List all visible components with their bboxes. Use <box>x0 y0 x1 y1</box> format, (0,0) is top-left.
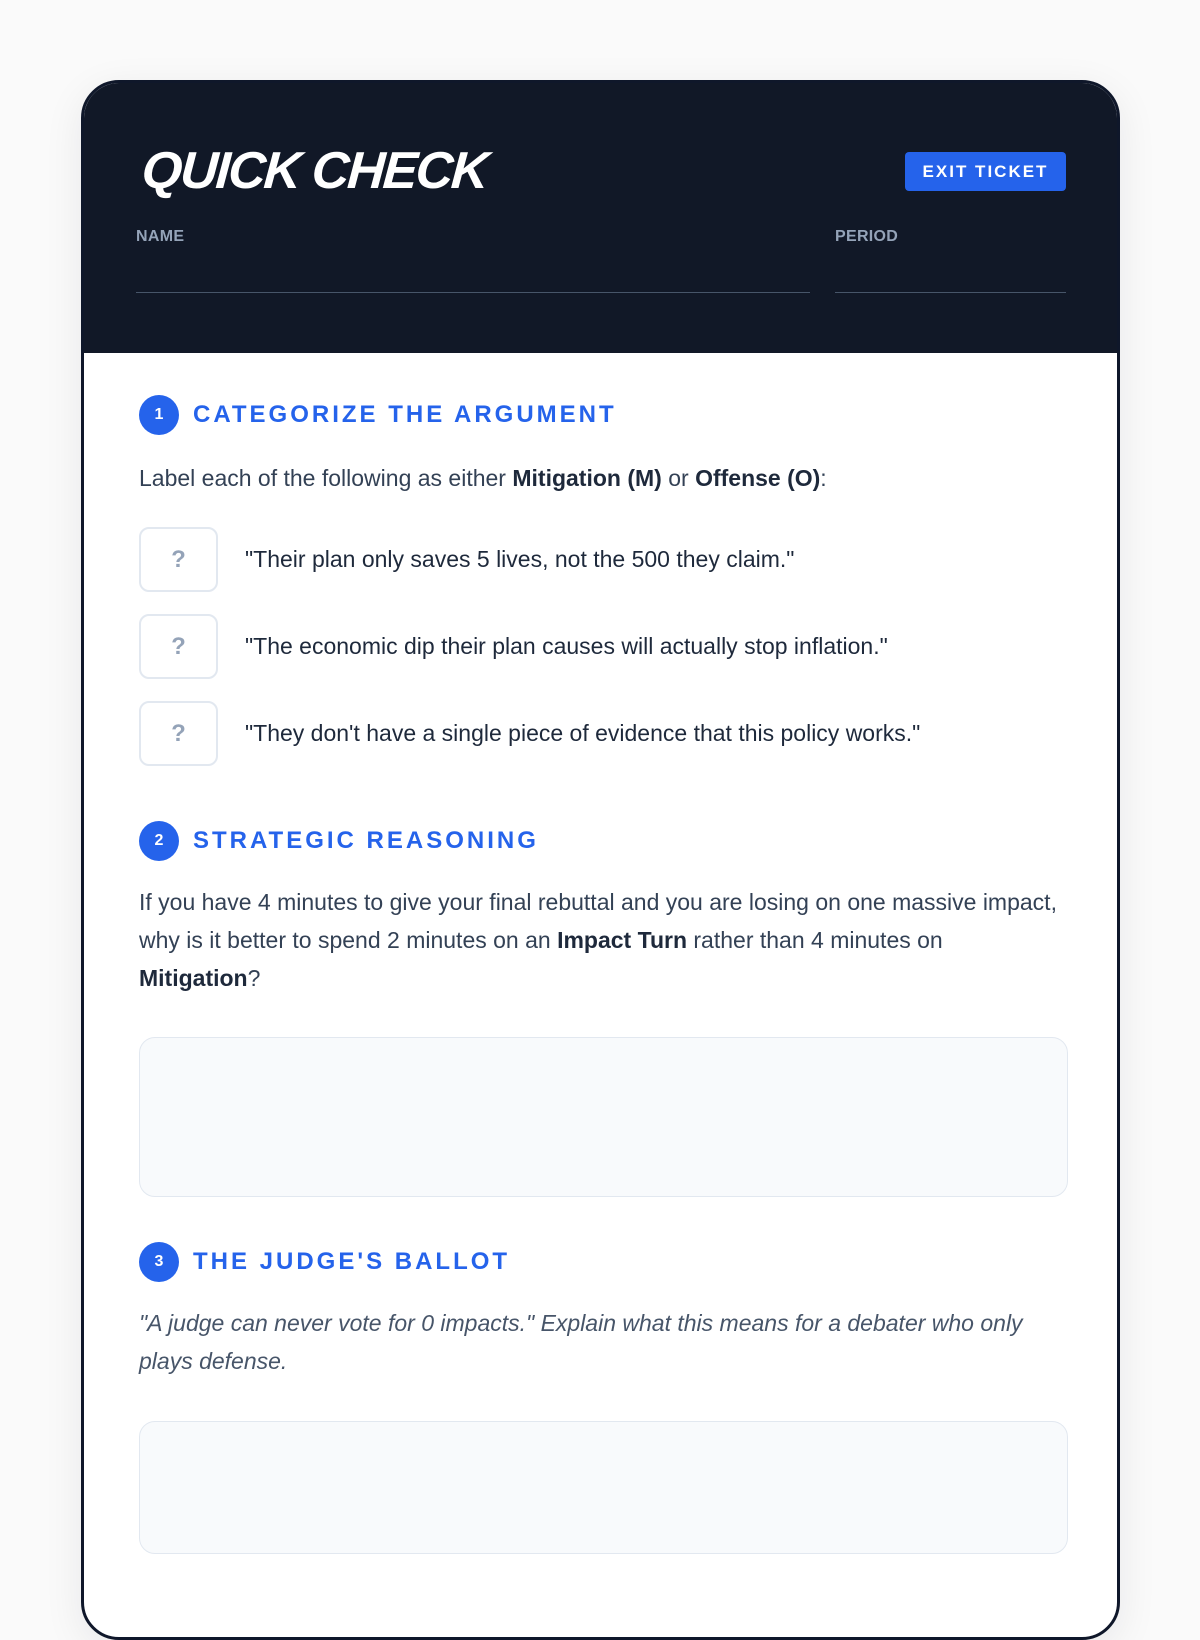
section-2-prompt: If you have 4 minutes to give your final rebuttal and you are losing on one massive impact, why is it better to spend 2 minutes on an Impact Turn rather than 4 minutes on Mitigation? <box>139 889 1057 991</box>
section-3-prompt: "A judge can never vote for 0 impacts." Explain what this means for a debater who only plays defense. <box>139 1310 1023 1374</box>
name-field[interactable] <box>136 253 810 291</box>
list-item <box>139 527 794 592</box>
answer-box[interactable]: ? <box>139 614 218 679</box>
period-underline <box>835 292 1066 293</box>
section-1-heading <box>139 395 617 435</box>
list-item <box>139 701 920 766</box>
period-field[interactable] <box>835 253 1066 291</box>
exit-ticket-badge[interactable]: EXIT TICKET <box>905 152 1066 191</box>
section-3-heading <box>139 1242 510 1282</box>
list-item <box>139 614 888 679</box>
section-title: THE JUDGE'S BALLOT <box>193 1248 511 1275</box>
section-number-badge: 1 <box>139 395 179 435</box>
section-title: CATEGORIZE THE ARGUMENT <box>193 401 617 428</box>
section-title: STRATEGIC REASONING <box>193 827 539 854</box>
answer-box[interactable]: ? <box>139 701 218 766</box>
period-label: PERIOD <box>835 228 899 245</box>
page-title: QUICK CHECK <box>139 142 489 200</box>
argument-text: "The economic dip their plan causes will actually stop inflation." <box>245 633 888 659</box>
exit-ticket-card <box>81 80 1120 1640</box>
argument-text: "Their plan only saves 5 lives, not the 500 they claim." <box>245 546 795 572</box>
answer-box[interactable]: ? <box>139 527 218 592</box>
section-1-prompt: Label each of the following as either Mitigation (M) or Offense (O): <box>139 465 827 491</box>
section-2-answer-field[interactable] <box>139 1037 1068 1197</box>
name-label: NAME <box>136 228 185 245</box>
section-number-badge: 3 <box>139 1242 179 1282</box>
name-underline <box>136 292 810 293</box>
card-header <box>84 83 1117 353</box>
section-2-heading <box>139 821 539 861</box>
section-3-answer-field[interactable] <box>139 1421 1068 1554</box>
section-number-badge: 2 <box>139 821 179 861</box>
argument-text: "They don't have a single piece of evidence that this policy works." <box>245 720 921 746</box>
